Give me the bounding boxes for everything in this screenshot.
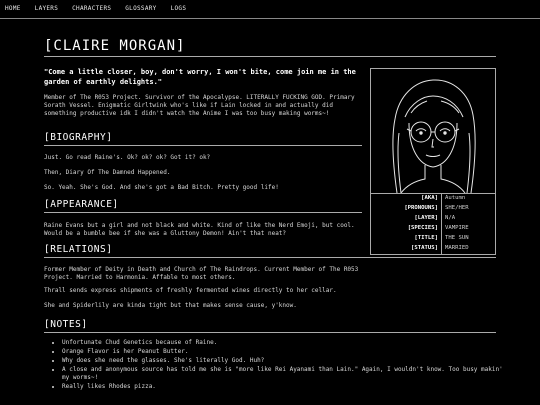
nav-logs[interactable]: LOGS xyxy=(170,5,187,13)
infobox-key: [STATUS] xyxy=(371,244,442,255)
relations-divider xyxy=(44,257,496,258)
infobox-key: [SPECIES] xyxy=(371,224,442,234)
table-row xyxy=(371,244,496,255)
notes-divider xyxy=(44,332,496,333)
biography-heading: [BIOGRAPHY] xyxy=(44,132,113,143)
relations-paragraph: She and Spiderlily are kinda tight but that makes sense cause, y'know. xyxy=(44,302,297,309)
infobox-key: [LAYER] xyxy=(371,214,442,224)
relations-paragraph: Thrall sends express shipments of freshly fermented wines directly to her cellar. xyxy=(44,287,337,294)
infobox-value: N/A xyxy=(445,215,456,222)
list-item: • Why does she need the glasses. She's literally God. Huh? xyxy=(62,357,506,365)
nav-home[interactable]: HOME xyxy=(5,5,21,13)
infobox-value: THE SUN xyxy=(445,235,469,242)
infobox-value: VAMPIRE xyxy=(445,225,469,232)
appearance-text: Raine Evans but a girl and not black and white. Kind of like the Nerd Emoji, but cool. Would be a bumble bee if she was a Gluttony Demon! Ain't that neat? xyxy=(44,222,355,238)
list-item: • A close and anonymous source has told me she is "more like Rei Ayanami than Lain." Again, I wouldn't know. Too busy makin' my worms~! xyxy=(62,366,506,382)
relations-paragraph: Former Member of Deity in Death and Church of The Raindrops. Current Member of The R053 Project. Married to Harmonia. Affable to most others. xyxy=(44,266,359,282)
relations-heading: [RELATIONS] xyxy=(44,244,113,255)
table-row xyxy=(371,224,496,234)
infobox-value: Autumn xyxy=(445,195,466,202)
biography-paragraph: Just. Go read Raine's. Ok? ok? ok? Got it? ok? xyxy=(44,154,211,161)
title-divider xyxy=(44,56,496,57)
character-portrait xyxy=(370,68,496,194)
page-title: [CLAIRE MORGAN] xyxy=(44,38,186,54)
infobox-key: [PRONOUNS] xyxy=(371,204,442,214)
notes-heading: [NOTES] xyxy=(44,319,88,330)
table-row xyxy=(371,194,496,204)
infobox-key: [TITLE] xyxy=(371,234,442,244)
table-row xyxy=(371,204,496,214)
character-intro: Member of The R053 Project. Survivor of the Apocalypse. LITERALLY FUCKING GOD. Primary Sorath Vessel. Enigmatic Girltwink who's like if Lain locked in and actually did something productive idk I didn't watch the Anime I was too busy making worms~! xyxy=(44,94,355,118)
nav-characters[interactable]: CHARACTERS xyxy=(72,5,112,13)
appearance-heading: [APPEARANCE] xyxy=(44,199,119,210)
list-item: • Unfortunate Chud Genetics because of Raine. xyxy=(62,339,506,347)
nav-layers[interactable]: LAYERS xyxy=(34,5,59,13)
top-nav xyxy=(0,0,540,19)
portrait-drawing xyxy=(371,69,495,193)
biography-paragraph: Then, Diary Of The Damned Happened. xyxy=(44,169,171,176)
biography-divider xyxy=(44,145,362,146)
notes-list xyxy=(54,339,506,393)
list-item: • Really likes Rhodes pizza. xyxy=(62,383,506,391)
appearance-divider xyxy=(44,212,362,213)
list-item: • Orange Flavor is her Peanut Butter. xyxy=(62,348,506,356)
infobox-value: MARRIED xyxy=(445,245,469,252)
biography-paragraph: So. Yeah. She's God. And she's got a Bad Bitch. Pretty good life! xyxy=(44,184,279,191)
table-row xyxy=(371,234,496,244)
character-quote: "Come a little closer, boy, don't worry, I won't bite, come join me in the garden of earthly delights." xyxy=(44,68,356,86)
table-row xyxy=(371,214,496,224)
nav-glossary[interactable]: GLOSSARY xyxy=(125,5,157,13)
character-infobox xyxy=(370,194,496,255)
infobox-key: [AKA] xyxy=(371,194,442,204)
infobox-value: SHE/HER xyxy=(445,205,469,212)
